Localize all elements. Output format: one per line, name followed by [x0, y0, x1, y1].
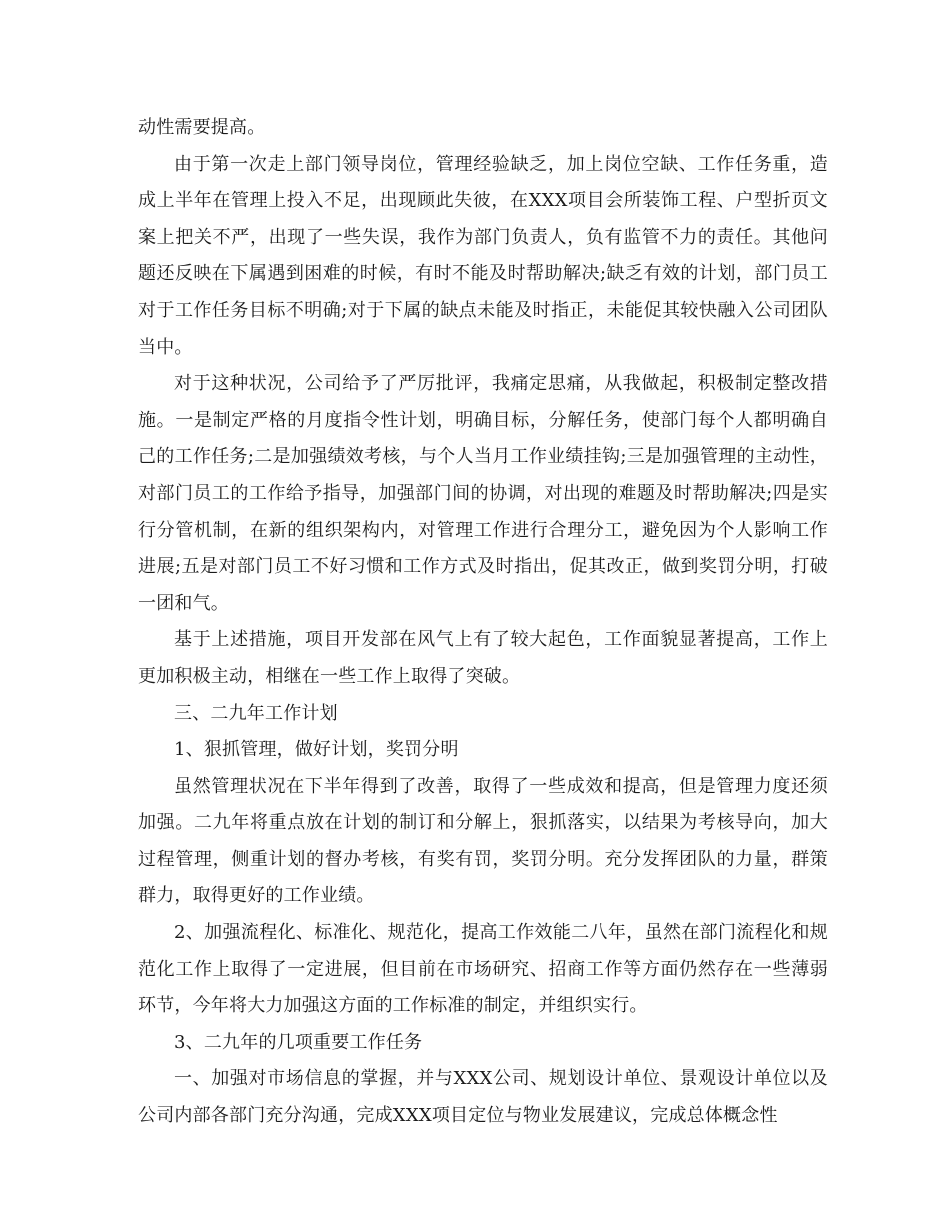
paragraph-results: 基于上述措施，项目开发部在风气上有了较大起色，工作面貌显著提高，工作上更加积极主动，相继在一些工作上取得了突破。 [138, 629, 828, 687]
paragraph-task-one: 一、加强对市场信息的掌握，并与XXX公司、规划设计单位、景观设计单位以及公司内部各部门充分沟通，完成XXX项目定位与物业发展建议，完成总体概念性 [138, 1068, 828, 1127]
paragraph-continuation: 动性需要提高。 [138, 117, 266, 138]
paragraph-management-issues: 由于第一次走上部门领导岗位，管理经验缺乏，加上岗位空缺、工作任务重，造成上半年在管理上投入不足，出现顾此失彼，在XXX项目会所装饰工程、户型折页文案上把关不严，出现了一些失误，我作为部门负责人，负有监管不力的责任。其他问题还反映在下属遇到困难的时候，有时不能及时帮助解决;缺乏有效的计划，部门员工对于工作任务目标不明确;对于下属的缺点未能及时指正，未能促其较快融入公司团队当中。 [138, 153, 828, 358]
paragraph-rectification-measures: 对于这种状况，公司给予了严厉批评，我痛定思痛，从我做起，积极制定整改措施。一是制定严格的月度指令性计划，明确目标，分解任务，使部门每个人都明确自己的工作任务;二是加强绩效考核，与个人当月工作业绩挂钩;三是加强管理的主动性，对部门员工的工作给予指导，加强部门间的协调，对出现的难题及时帮助解决;四是实行分管机制，在新的组织架构内，对管理工作进行合理分工，避免因为个人影响工作进展;五是对部门员工不好习惯和工作方式及时指出，促其改正，做到奖罚分明，打破一团和气。 [138, 373, 828, 614]
section-heading-work-plan: 三、二九年工作计划 [174, 702, 338, 724]
subheading-management: 1、狠抓管理，做好计划，奖罚分明 [174, 739, 459, 761]
paragraph-standardization: 2、加强流程化、标准化、规范化，提高工作效能二八年，虽然在部门流程化和规范化工作上取得了一定进展，但目前在市场研究、招商工作等方面仍然存在一些薄弱环节，今年将大力加强这方面的工作标准的制定，并组织实行。 [138, 922, 828, 1017]
subheading-key-tasks: 3、二九年的几项重要工作任务 [174, 1031, 423, 1053]
paragraph-management-plan: 虽然管理状况在下半年得到了改善，取得了一些成效和提高，但是管理力度还须加强。二九年将重点放在计划的制订和分解上，狠抓落实，以结果为考核导向，加大过程管理，侧重计划的督办考核，有奖有罚，奖罚分明。充分发挥团队的力量，群策群力，取得更好的工作业绩。 [138, 775, 828, 907]
document-body [138, 110, 828, 1135]
